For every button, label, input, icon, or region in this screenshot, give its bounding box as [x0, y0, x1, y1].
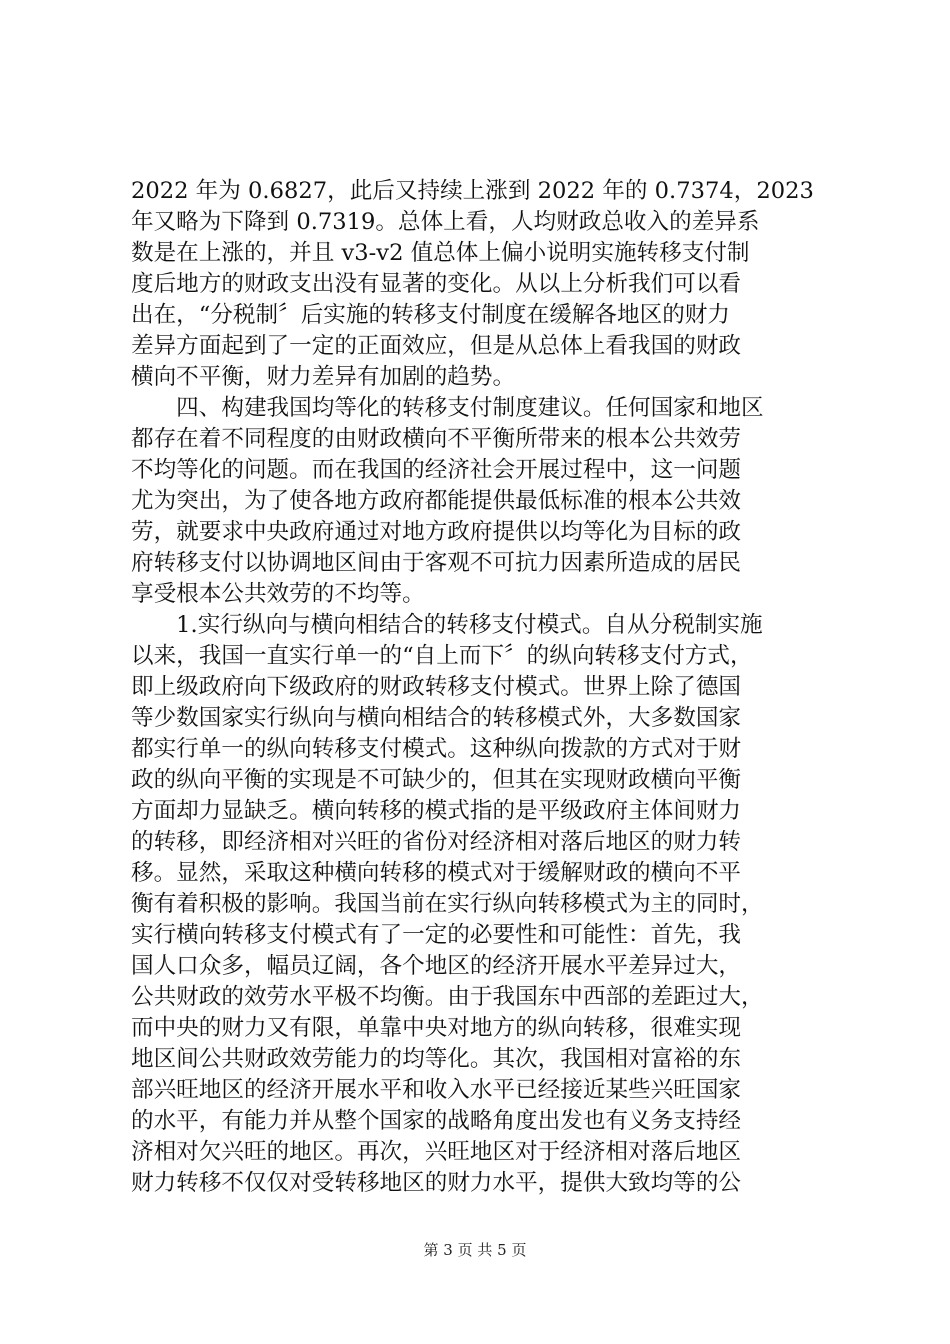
text-line: 都存在着不同程度的由财政横向不平衡所带来的根本公共效劳 — [131, 426, 742, 452]
text-line: 不均等化的问题。而在我国的经济社会开展过程中，这一问题 — [131, 457, 742, 483]
text-line: 数是在上涨的，并且 v3-v2 值总体上偏小说明实施转移支付制 — [131, 240, 750, 266]
text-line: 劳，就要求中央政府通过对地方政府提供以均等化为目标的政 — [131, 519, 742, 545]
text-line: 财力转移不仅仅对受转移地区的财力水平，提供大致均等的公 — [131, 1170, 742, 1196]
text-line: 2022 年为 0.6827，此后又持续上涨到 2022 年的 0.7374，2023 — [131, 178, 814, 204]
text-line: 年又略为下降到 0.7319。总体上看，人均财政总收入的差异系 — [131, 209, 760, 235]
text-line: 都实行单一的纵向转移支付模式。这种纵向拨款的方式对于财 — [131, 736, 742, 762]
text-line: 济相对欠兴旺的地区。再次，兴旺地区对于经济相对落后地区 — [131, 1139, 742, 1165]
text-line: 四、构建我国均等化的转移支付制度建议。任何国家和地区 — [131, 395, 764, 421]
text-line: 差异方面起到了一定的正面效应，但是从总体上看我国的财政 — [131, 333, 742, 359]
body-text — [131, 176, 831, 1199]
text-line: 公共财政的效劳水平极不均衡。由于我国东中西部的差距过大， — [131, 984, 764, 1010]
text-line: 尤为突出，为了使各地方政府都能提供最低标准的根本公共效 — [131, 488, 742, 514]
text-line: 1.实行纵向与横向相结合的转移支付模式。自从分税制实施 — [131, 612, 763, 638]
text-line: 部兴旺地区的经济开展水平和收入水平已经接近某些兴旺国家 — [131, 1077, 742, 1103]
text-line: 衡有着积极的影响。我国当前在实行纵向转移模式为主的同时， — [131, 891, 764, 917]
text-line: 享受根本公共效劳的不均等。 — [131, 581, 425, 607]
text-line: 方面却力显缺乏。横向转移的模式指的是平级政府主体间财力 — [131, 798, 742, 824]
text-line: 横向不平衡，财力差异有加剧的趋势。 — [131, 364, 516, 390]
text-line: 国人口众多，幅员辽阔，各个地区的经济开展水平差异过大， — [131, 953, 742, 979]
text-line: 府转移支付以协调地区间由于客观不可抗力因素所造成的居民 — [131, 550, 742, 576]
text-line: 以来，我国一直实行单一的“自上而下〞的纵向转移支付方式， — [131, 643, 753, 669]
text-line: 出在，“分税制〞后实施的转移支付制度在缓解各地区的财力 — [131, 302, 730, 328]
text-line: 即上级政府向下级政府的财政转移支付模式。世界上除了德国 — [131, 674, 742, 700]
page-number: 第 3 页 共 5 页 — [423, 1241, 527, 1259]
text-line: 政的纵向平衡的实现是不可缺少的，但其在实现财政横向平衡 — [131, 767, 742, 793]
text-line: 移。显然，采取这种横向转移的模式对于缓解财政的横向不平 — [131, 860, 742, 886]
text-line: 的水平，有能力并从整个国家的战略角度出发也有义务支持经 — [131, 1108, 742, 1134]
text-line: 等少数国家实行纵向与横向相结合的转移模式外，大多数国家 — [131, 705, 742, 731]
text-line: 地区间公共财政效劳能力的均等化。其次，我国相对富裕的东 — [131, 1046, 742, 1072]
text-line: 而中央的财力又有限，单靠中央对地方的纵向转移，很难实现 — [131, 1015, 742, 1041]
text-line: 度后地方的财政支出没有显著的变化。从以上分析我们可以看 — [131, 271, 742, 297]
text-line: 实行横向转移支付模式有了一定的必要性和可能性：首先，我 — [131, 922, 742, 948]
text-line: 的转移，即经济相对兴旺的省份对经济相对落后地区的财力转 — [131, 829, 742, 855]
